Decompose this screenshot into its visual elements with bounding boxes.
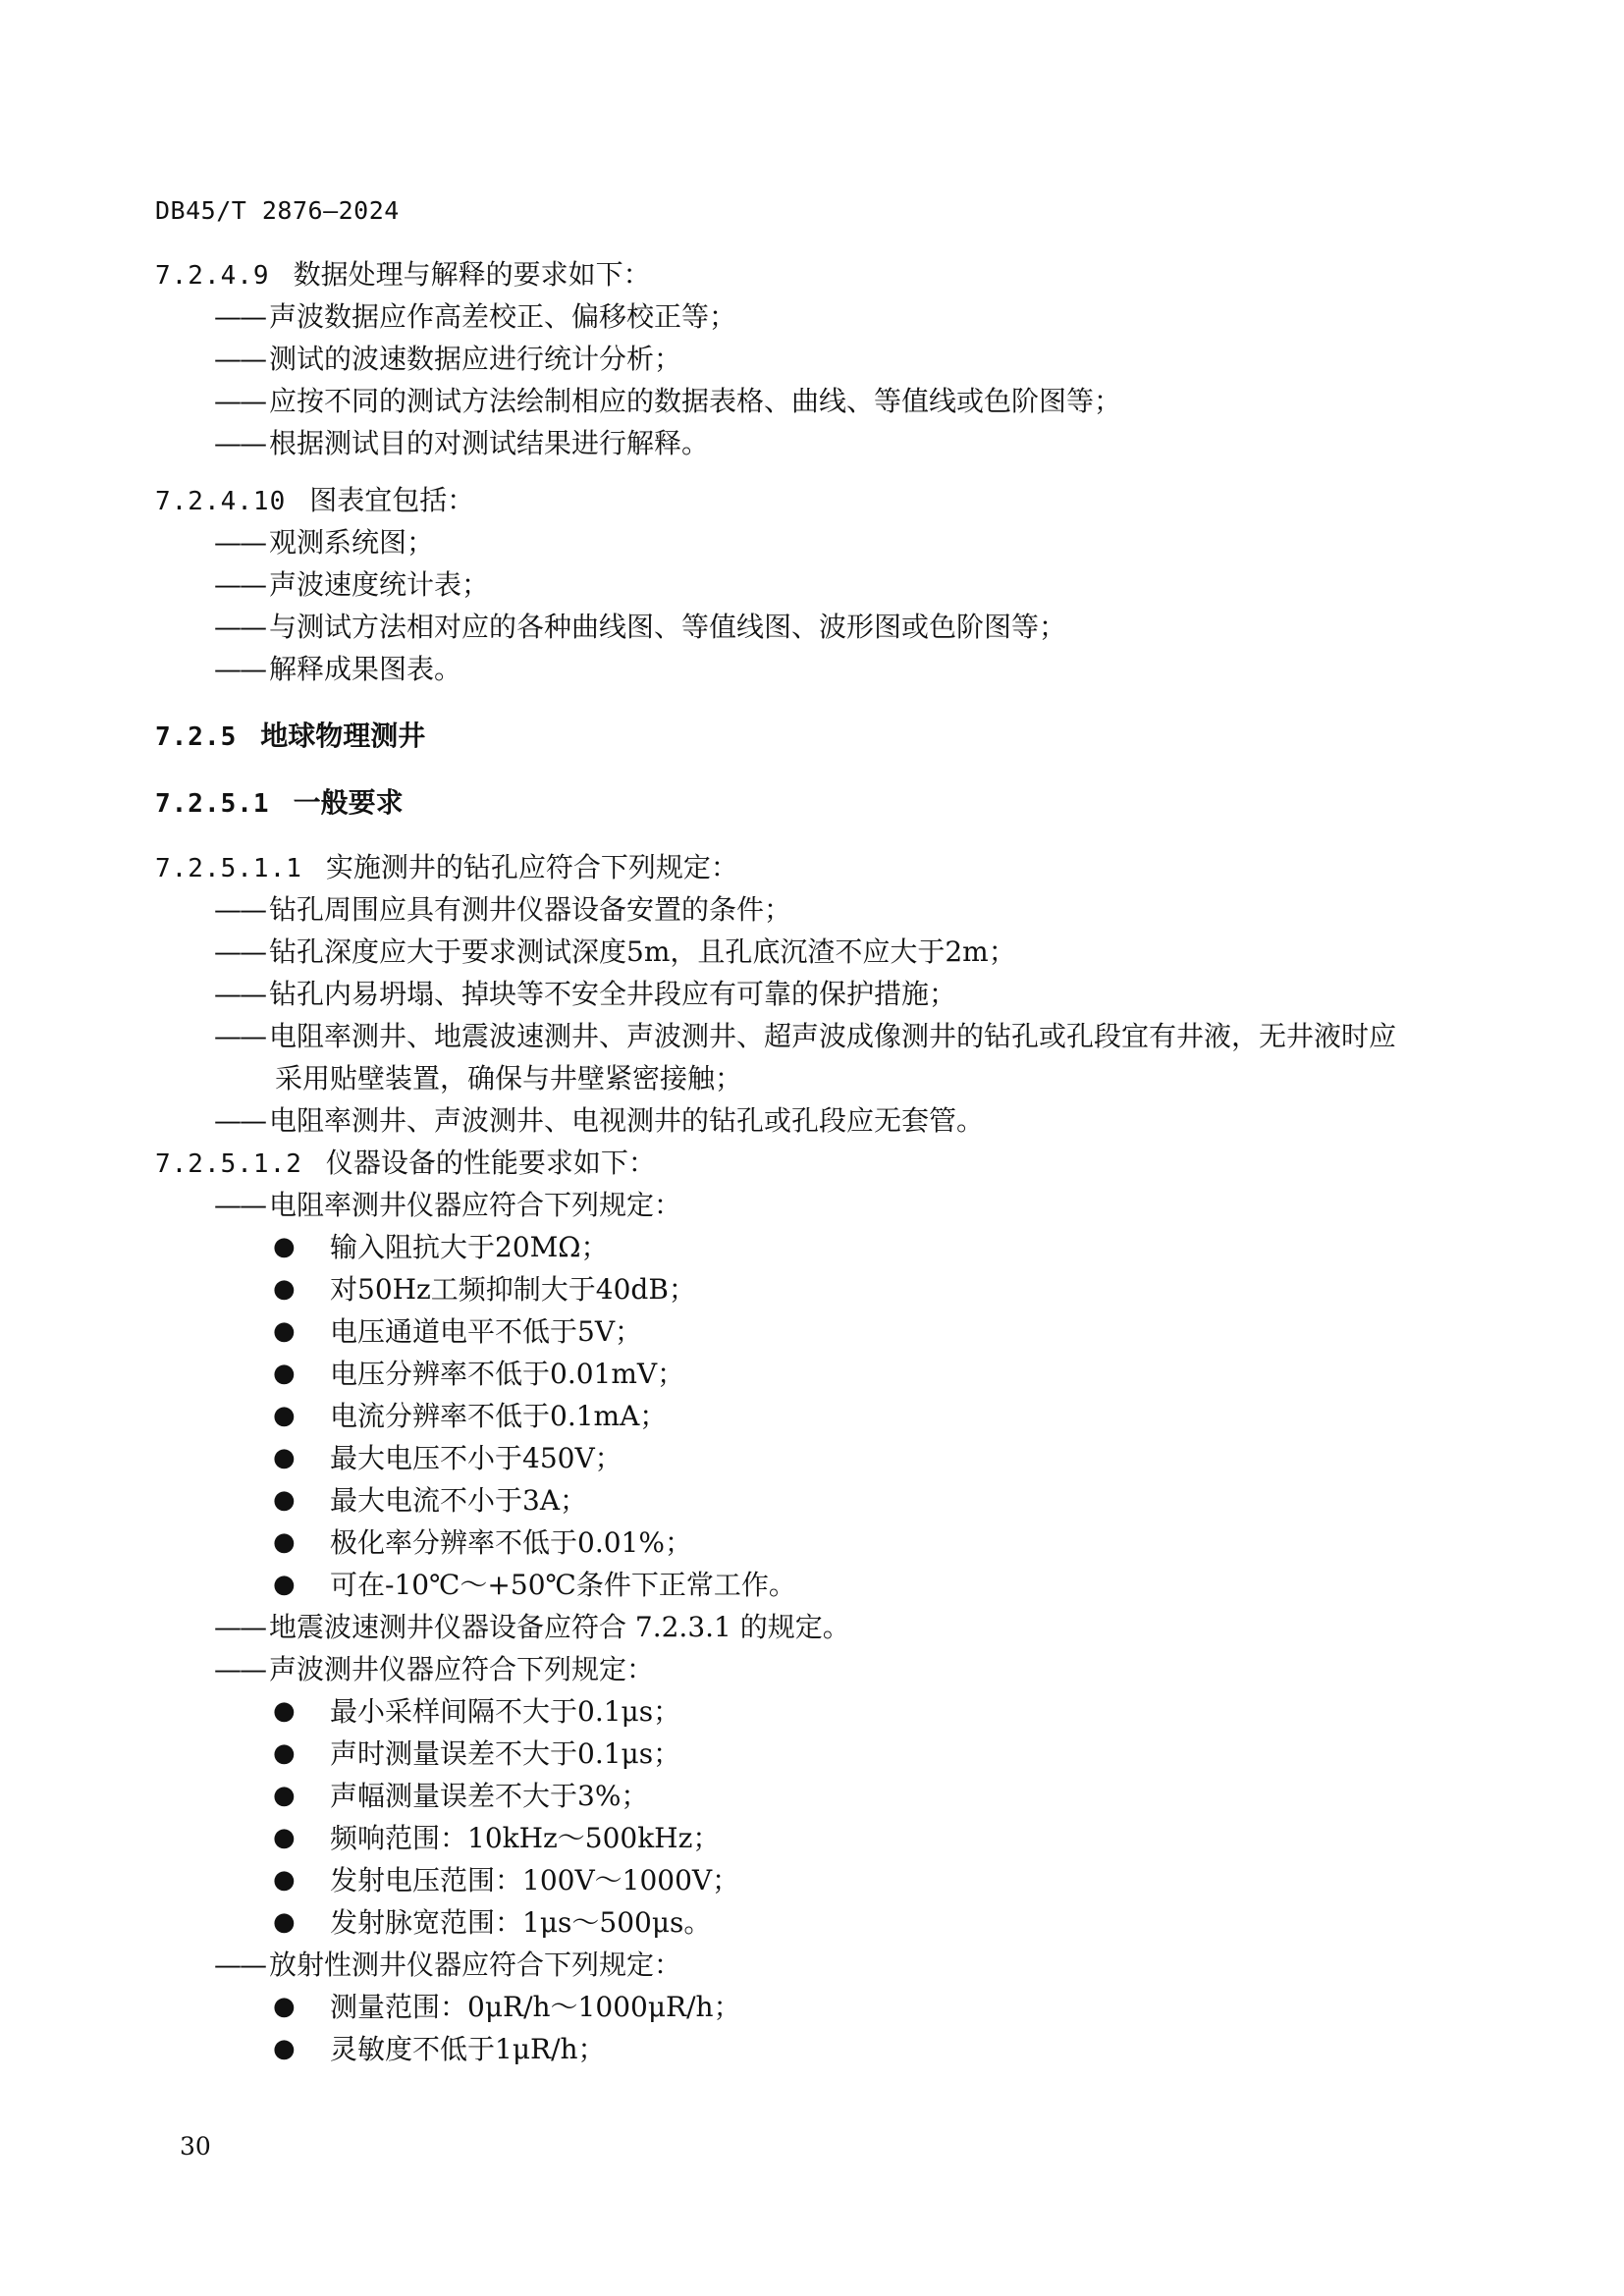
list-item-text: 电阻率测井、地震波速测井、声波测井、超声波成像测井的钻孔或孔段宜有井液，无井液时应 [269, 1020, 1397, 1052]
bullet-icon: ● [273, 1992, 296, 2021]
list-item [214, 1103, 984, 1139]
clause-text: 实施测井的钻孔应符合下列规定： [325, 851, 738, 883]
list-item [214, 1610, 850, 1645]
list-item [214, 1948, 681, 1983]
bullet-item: 极化率分辨率不低于0.01%； [330, 1526, 692, 1559]
bullet-icon: ● [273, 1865, 296, 1895]
bullet-item: 灵敏度不低于1μR/h； [330, 2033, 606, 2065]
list-item [214, 1652, 654, 1687]
bullet-icon: ● [273, 2034, 296, 2063]
list-item [214, 610, 1066, 645]
list-item [214, 525, 434, 561]
list-item [214, 977, 956, 1012]
list-item [214, 342, 681, 377]
list-item-text: 钻孔深度应大于要求测试深度5m，且孔底沉渣不应大于2m； [269, 935, 1016, 968]
list-item-text: 放射性测井仪器应符合下列规定： [269, 1949, 682, 1981]
dash-marker: —— [214, 1020, 265, 1052]
clause-number: 7.2.5.1.2 [155, 1149, 302, 1179]
list-item-text: 地震波速测井仪器设备应符合 7.2.3.1 的规定。 [269, 1611, 850, 1643]
clause-7-2-5-1-1 [155, 850, 738, 886]
list-item-text: 测试的波速数据应进行统计分析； [269, 343, 682, 375]
dash-marker: —— [214, 1653, 265, 1685]
clause-text: 数据处理与解释的要求如下： [293, 258, 651, 291]
bullet-icon: ● [273, 1401, 296, 1430]
clause-text: 仪器设备的性能要求如下： [325, 1147, 656, 1179]
section-heading-7-2-5-1 [155, 785, 404, 822]
bullet-item: 声幅测量误差不大于3%； [330, 1780, 649, 1812]
bullet-icon: ● [273, 1527, 296, 1557]
list-item-text: 应按不同的测试方法绘制相应的数据表格、曲线、等值线或色阶图等； [269, 385, 1122, 417]
clause-7-2-5-1-2 [155, 1146, 656, 1182]
dash-marker: —— [214, 568, 265, 601]
clause-number: 7.2.5.1.1 [155, 854, 302, 883]
bullet-icon: ● [273, 1781, 296, 1810]
dash-marker: —— [214, 611, 265, 643]
bullet-icon: ● [273, 1316, 296, 1346]
bullet-item: 测量范围：0μR/h～1000μR/h； [330, 1991, 741, 2023]
page-number: 30 [180, 2132, 211, 2161]
list-item-text: 声波数据应作高差校正、偏移校正等； [269, 300, 737, 333]
dash-marker: —— [214, 978, 265, 1010]
bullet-icon: ● [273, 1823, 296, 1852]
list-item-text: 钻孔内易坍塌、掉块等不安全井段应有可靠的保护措施； [269, 978, 957, 1010]
page-header: DB45/T 2876—2024 [155, 196, 400, 225]
list-item [214, 892, 791, 928]
section-number: 7.2.5.1 [155, 789, 270, 819]
list-item [214, 384, 1121, 419]
list-item [214, 567, 489, 603]
clause-text: 图表宜包括： [309, 484, 475, 516]
bullet-icon: ● [273, 1570, 296, 1599]
bullet-item: 对50Hz工频抑制大于40dB； [330, 1273, 696, 1306]
section-number: 7.2.5 [155, 722, 238, 752]
bullet-icon: ● [273, 1274, 296, 1304]
dash-marker: —— [214, 1611, 265, 1643]
list-item-text: 与测试方法相对应的各种曲线图、等值线图、波形图或色阶图等； [269, 611, 1067, 643]
list-item [214, 1019, 1396, 1054]
list-item-text: 电阻率测井、声波测井、电视测井的钻孔或孔段应无套管。 [269, 1104, 985, 1137]
list-item-text: 解释成果图表。 [269, 653, 462, 685]
list-item [214, 934, 1016, 970]
clause-7-2-4-9 [155, 257, 651, 294]
bullet-icon: ● [273, 1907, 296, 1937]
list-item [214, 1188, 681, 1223]
list-item [214, 652, 461, 687]
bullet-item: 输入阻抗大于20MΩ； [330, 1231, 609, 1263]
list-item-text: 钻孔周围应具有测井仪器设备安置的条件； [269, 893, 792, 926]
bullet-item: 发射脉宽范围：1μs～500μs。 [330, 1906, 712, 1939]
clause-number: 7.2.4.9 [155, 261, 270, 291]
bullet-item: 最大电流不小于3A； [330, 1484, 588, 1517]
dash-marker: —— [214, 526, 265, 559]
bullet-item: 电压通道电平不低于5V； [330, 1315, 643, 1348]
section-title: 地球物理测井 [260, 720, 426, 752]
list-item-text: 电阻率测井仪器应符合下列规定： [269, 1189, 682, 1221]
bullet-icon: ● [273, 1696, 296, 1726]
bullet-icon: ● [273, 1443, 296, 1472]
dash-marker: —— [214, 893, 265, 926]
dash-marker: —— [214, 343, 265, 375]
bullet-item: 电流分辨率不低于0.1mA； [330, 1400, 668, 1432]
dash-marker: —— [214, 300, 265, 333]
clause-7-2-4-10 [155, 483, 474, 519]
bullet-item: 电压分辨率不低于0.01mV； [330, 1358, 685, 1390]
clause-number: 7.2.4.10 [155, 487, 287, 516]
dash-marker: —— [214, 427, 265, 459]
bullet-item: 最大电压不小于450V； [330, 1442, 623, 1474]
bullet-item: 可在-10℃～+50℃条件下正常工作。 [330, 1569, 796, 1601]
bullet-item: 最小采样间隔不大于0.1μs； [330, 1695, 681, 1728]
list-item-text: 观测系统图； [269, 526, 435, 559]
dash-marker: —— [214, 1949, 265, 1981]
list-item-text: 根据测试目的对测试结果进行解释。 [269, 427, 710, 459]
list-item [214, 299, 736, 335]
list-item-text: 声波速度统计表； [269, 568, 490, 601]
list-item [214, 426, 709, 461]
bullet-item: 发射电压范围：100V～1000V； [330, 1864, 740, 1896]
dash-marker: —— [214, 935, 265, 968]
section-heading-7-2-5 [155, 719, 425, 755]
bullet-item: 声时测量误差不大于0.1μs； [330, 1737, 681, 1770]
bullet-icon: ● [273, 1359, 296, 1388]
list-item-continuation: 采用贴壁装置，确保与井壁紧密接触； [275, 1062, 743, 1095]
dash-marker: —— [214, 385, 265, 417]
dash-marker: —— [214, 653, 265, 685]
section-title: 一般要求 [293, 786, 404, 819]
dash-marker: —— [214, 1104, 265, 1137]
bullet-icon: ● [273, 1738, 296, 1768]
bullet-icon: ● [273, 1485, 296, 1515]
dash-marker: —— [214, 1189, 265, 1221]
list-item-text: 声波测井仪器应符合下列规定： [269, 1653, 655, 1685]
bullet-item: 频响范围：10kHz～500kHz； [330, 1822, 721, 1854]
bullet-icon: ● [273, 1232, 296, 1261]
